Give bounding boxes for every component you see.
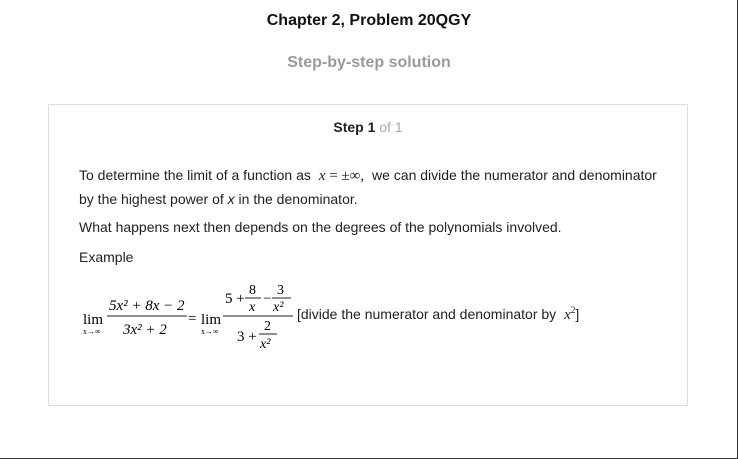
denominator-left: 3x² + 2	[123, 322, 167, 338]
intro-text-end: in the denominator.	[238, 191, 358, 207]
numerator-x-den: x	[249, 300, 256, 315]
step-card	[48, 104, 688, 406]
intro-text-middle: we can divide the numerator and denominator by the highest power of	[79, 167, 657, 207]
chapter-title: Chapter 2, Problem 20QGY	[266, 12, 472, 29]
formula-note-text: [divide the numerator and denominator by	[297, 306, 557, 322]
limit-formula-svg	[79, 278, 294, 362]
lim-left-sub: x→∞	[83, 327, 101, 336]
numerator-eight: 8	[249, 283, 256, 298]
numerator-minus: −	[263, 291, 272, 307]
numerator-three: 3	[277, 283, 284, 298]
numerator-five-plus: 5 +	[225, 291, 245, 307]
formula-note-var: x	[564, 307, 571, 323]
denominator-two: 2	[264, 319, 271, 334]
numerator-x2-den: x²	[273, 300, 284, 315]
numerator-left: 5x² + 8x − 2	[109, 298, 185, 314]
formula-note-exp: 2	[570, 305, 576, 315]
step-header	[49, 119, 687, 135]
paragraph-intro	[79, 164, 669, 211]
formula-note	[297, 305, 579, 324]
lim-right-sub: x→∞	[201, 327, 219, 336]
lim-left: lim	[83, 312, 104, 328]
equals-sign: =	[188, 311, 197, 327]
intro-var-x: x	[227, 191, 235, 207]
step-count: of 1	[379, 119, 403, 135]
formula-note-close: ]	[575, 306, 580, 322]
inline-math-var: x	[318, 168, 326, 184]
denominator-three-plus: 3 +	[237, 329, 257, 345]
paragraph-degrees: What happens next then depends on the degrees of the polynomials involved.	[79, 219, 562, 235]
paragraph-example-label: Example	[79, 249, 134, 265]
intro-text-start: To determine the limit of a function as	[79, 167, 311, 183]
inline-math-x-infinity	[319, 168, 364, 184]
denominator-x2: x²	[260, 337, 271, 352]
step-label: Step 1	[333, 119, 376, 135]
lim-right: lim	[201, 312, 222, 328]
inline-math-rest: = ±∞,	[329, 168, 365, 184]
example-formula	[79, 278, 679, 362]
formula-note-x2	[564, 307, 575, 323]
solution-heading: Step-by-step solution	[287, 54, 451, 71]
